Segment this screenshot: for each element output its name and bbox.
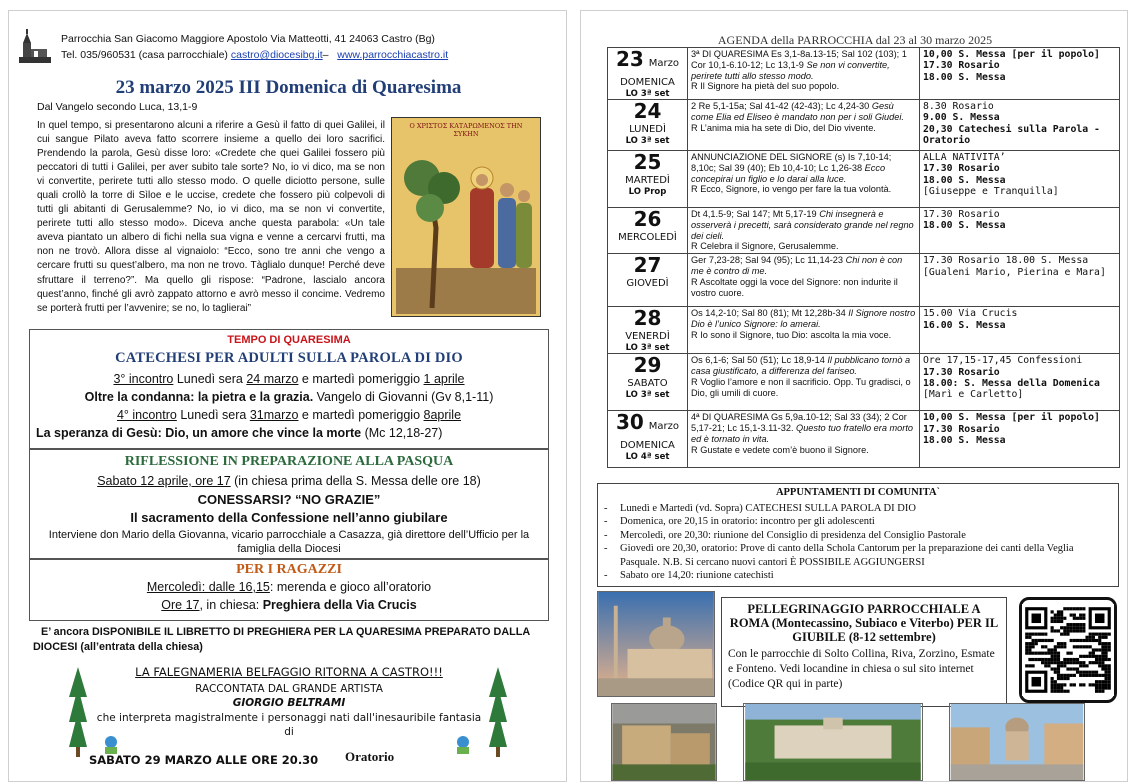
agenda-liturgy-set: LO 3ª set	[625, 390, 670, 401]
agenda-day-date	[608, 151, 687, 173]
icon-caption: Ο ΧΡΙΣΤΟΣ ΚΑΤΑΡΩΜΕΝΟΣ ΤΗΝ ΣΥΚΗΝ	[409, 122, 523, 138]
christ-fig-tree-illustration	[392, 118, 540, 316]
show-place: Oratorio	[345, 749, 395, 764]
agenda-day-number: 25	[633, 150, 662, 174]
fig-tree-icon-painting	[391, 117, 541, 317]
agenda-celebration-line: 18.00 S. Messa	[923, 435, 1006, 446]
show-description: che interpreta magistralmente i personaggi nati dall'inesauribile fantasia di	[96, 712, 482, 738]
agenda-celebration-line: 8.30 Rosario	[923, 101, 994, 112]
gospel-reference: Dal Vangelo secondo Luca, 13,1-9	[37, 101, 198, 113]
agenda-day-date	[608, 354, 687, 376]
agenda-celebration-line: [Giuseppe e Tranquilla]	[923, 186, 1059, 198]
agenda-celebration-line: 18.00: S. Messa della Domenica	[923, 378, 1100, 389]
agenda-readings: Os 14,2-10; Sal 80 (81); Mt 12,28b-34	[691, 308, 849, 319]
libretto-notice: E’ ancora DISPONIBILE IL LIBRETTO DI PREGHIERA PER LA QUARESIMA PREPARATO DALLA DIOCESI (all’entrata della chiesa)	[33, 626, 530, 653]
agenda-day-number: 23	[615, 47, 644, 71]
ragazzi-l2-time: Ore 17	[161, 598, 200, 612]
agenda-day-number: 29	[633, 353, 662, 378]
agenda-celebration-line: 18.00 S. Messa	[923, 174, 1006, 186]
ragazzi-line-2	[30, 598, 548, 612]
agenda-celebration-line: ALLA NATIVITA’	[923, 152, 1006, 163]
page-title: 23 marzo 2025 III Domenica di Quaresima	[115, 77, 462, 98]
agenda-day-number: 24	[633, 99, 662, 123]
agenda-row	[608, 151, 1120, 208]
agenda-day-cell	[608, 354, 688, 411]
pasqua-subtitle: Il sacramento della Confessione nell’anno giubilare	[130, 510, 448, 525]
parish-email-link[interactable]: castro@diocesibg.it	[230, 49, 323, 61]
agenda-readings: ANNUNCIAZIONE DEL SIGNORE (s) Is 7,10-14; 8,10c; Sal 39 (40); Eb 10,4-10; Lc 1,26-38	[691, 152, 892, 173]
agenda-antiphon: Questo tuo fratello era morto ed è tornato in vita.	[691, 422, 913, 444]
agenda-day-cell	[608, 100, 688, 151]
agenda-weekday: VENERDÌ	[625, 331, 670, 343]
agenda-celebration-line: [Gualeni Mario, Pierina e Mara]	[923, 266, 1106, 278]
pellegrinaggio-box	[721, 597, 1007, 707]
agenda-day-date	[608, 208, 687, 230]
incontro-3-title: Oltre la condanna: la pietra e la grazia.	[84, 390, 314, 404]
agenda-readings: 3ª DI QUARESIMA Es 3,1-8a.13-15; Sal 102 (103); 1 Cor 10,1-6.10-12; Lc 13,1-9	[691, 49, 907, 70]
pasqua-speaker: Interviene don Mario della Giovanna, vicario parrocchiale a Casazza, già direttore dell’Ufficio per la famiglia della Diocesi	[48, 529, 530, 555]
agenda-antiphon: Chi non è con me è contro di me.	[691, 255, 903, 276]
pasqua-question: CONESSARSI? “NO GRAZIE”	[197, 492, 381, 507]
agenda-celebration-line: Ore 17,15-17,45 Confessioni	[923, 355, 1083, 367]
agenda-row	[608, 208, 1120, 254]
pasqua-date	[30, 474, 548, 488]
agenda-readings: Dt 4,1.5-9; Sal 147; Mt 5,17-19	[691, 209, 820, 219]
pasqua-reflection-box	[29, 449, 549, 559]
agenda-day-cell	[608, 307, 688, 354]
pellegrinaggio-text: Con le parrocchie di Solto Collina, Riva, Zorzino, Esmate e Fonteno. Vedi locandine in chiesa o sul sito internet (Codice QR qui in parte)	[728, 648, 995, 690]
incontro-3-ref: Vangelo di Giovanni (Gv 8,1-11)	[313, 390, 494, 404]
agenda-day-date	[608, 48, 687, 75]
incontro-4-day: Lunedì sera	[176, 408, 250, 422]
agenda-antiphon: Il Signore nostro Dio è l’unico Signore: lo amerai.	[691, 308, 916, 329]
agenda-weekday: MERCOLEDÌ	[618, 232, 677, 243]
show-artist: GIORGIO BELTRAMI	[232, 697, 346, 709]
agenda-celebration-line: 18.00 S. Messa	[923, 220, 1006, 232]
incontro-4-date1: 31marzo	[249, 408, 299, 422]
agenda-celebrations-cell	[920, 411, 1120, 468]
agenda-readings: 2 Re 5,1-15a; Sal 41-42 (42-43); Lc 4,24-30	[691, 101, 872, 111]
agenda-celebrations-cell	[920, 254, 1120, 307]
incontro-4-title: La speranza di Gesù: Dio, un amore che vince la morte	[36, 426, 362, 440]
incontro-3-day: Lunedì sera	[173, 372, 247, 386]
agenda-antiphon: Se non vi convertite, perirete tutti allo stesso modo.	[691, 59, 890, 81]
incontro-3-schedule	[30, 372, 548, 386]
show-date: SABATO 29 MARZO ALLE ORE 20.30	[89, 753, 319, 767]
piazza-navona-photo	[949, 703, 1085, 781]
agenda-month: Marzo	[648, 421, 680, 433]
agenda-month: Marzo	[648, 58, 680, 69]
agenda-day-cell	[608, 411, 688, 468]
agenda-day-number: 27	[633, 253, 662, 278]
ragazzi-l2-where: , in chiesa:	[199, 598, 263, 612]
incontro-4-topic	[36, 426, 546, 440]
show-headline: LA FALEGNAMERIA BELFAGGIO RITORNA A CASTRO!!!	[135, 665, 443, 679]
agenda-day-number: 28	[633, 306, 662, 331]
ragazzi-l1-time: Mercoledì: dalle 16,15	[146, 580, 270, 594]
parish-website-link[interactable]: www.parrocchiacastro.it	[337, 49, 449, 61]
catechesi-title: CATECHESI PER ADULTI SULLA PAROLA DI DIO	[115, 350, 463, 366]
agenda-weekday: LUNEDÌ	[629, 124, 666, 135]
agenda-readings-cell	[688, 151, 920, 208]
header-separator: –	[322, 49, 329, 61]
agenda-celebration-line: 18.00 S. Messa	[923, 71, 1006, 83]
ragazzi-title: PER I RAGAZZI	[236, 562, 342, 577]
agenda-celebration-line: 17.30 Rosario	[923, 60, 1000, 72]
agenda-celebration-line: 9.00 S. Messa	[923, 112, 1000, 124]
agenda-readings-cell	[688, 411, 920, 468]
agenda-celebrations-cell	[920, 354, 1120, 411]
toy-figure-icon	[451, 735, 475, 755]
appuntamento-item: - Giovedì ore 20,30, oratorio: Prove di canto della Schola Cantorum per la preparazione dei canti della Veglia Pasquale. N.B. Si cercano nuovi cantori È POSSIBILE AGGIUNGERSI	[604, 542, 1112, 569]
agenda-row	[608, 254, 1120, 307]
agenda-celebration-line: 10,00 S. Messa [per il popolo]	[923, 49, 1100, 60]
agenda-readings: 4ª DI QUARESIMA Gs 5,9a.10-12; Sal 33 (34); 2 Cor 5,17-21; Lc 15,1-3.11-32.	[691, 412, 907, 433]
incontro-4-schedule	[30, 408, 548, 422]
agenda-psalm-response: R Celebra il Signore, Gerusalemme.	[691, 241, 839, 252]
agenda-day-date	[608, 411, 687, 438]
agenda-celebrations-cell	[920, 48, 1120, 100]
agenda-readings: Os 6,1-6; Sal 50 (51); Lc 18,9-14	[691, 355, 828, 366]
lent-catechesi-box	[29, 329, 549, 449]
agenda-row	[608, 100, 1120, 151]
agenda-liturgy-set: LO 3ª set	[625, 136, 670, 146]
agenda-day-cell	[608, 254, 688, 307]
qr-code[interactable]	[1019, 597, 1117, 703]
agenda-celebration-line: 10,00 S. Messa [per il popolo]	[923, 412, 1100, 424]
agenda-readings-cell	[688, 100, 920, 151]
agenda-row	[608, 354, 1120, 411]
agenda-celebration-line: 20,30 Catechesi sulla Parola -Oratorio	[923, 123, 1100, 147]
agenda-day-cell	[608, 48, 688, 100]
bulletin-right-page	[580, 10, 1128, 782]
toy-figure-icon	[99, 735, 123, 755]
agenda-readings-cell	[688, 208, 920, 254]
agenda-celebration-line: 17.30 Rosario	[923, 163, 1000, 175]
agenda-celebration-line: 17.30 Rosario	[923, 423, 1000, 435]
agenda-celebrations-cell	[920, 208, 1120, 254]
parish-header	[61, 31, 448, 63]
appuntamenti-box	[597, 483, 1119, 587]
agenda-row	[608, 48, 1120, 100]
agenda-readings-cell	[688, 307, 920, 354]
agenda-weekday: DOMENICA	[620, 77, 675, 88]
agenda-table	[607, 47, 1120, 468]
appuntamenti-title: APPUNTAMENTI DI COMUNITA`	[775, 487, 941, 498]
agenda-weekday: GIOVEDÌ	[626, 278, 669, 290]
agenda-psalm-response: R Io sono il Signore, tuo Dio: ascolta la mia voce.	[691, 329, 892, 340]
parish-address: Parrocchia San Giacomo Maggiore Apostolo Via Matteotti, 41 24063 Castro (Bg)	[61, 33, 435, 45]
pasqua-title: RIFLESSIONE IN PREPARAZIONE ALLA PASQUA	[124, 454, 454, 469]
agenda-weekday: DOMENICA	[620, 440, 675, 452]
agenda-psalm-response: R Ascoltate oggi la voce del Signore: non indurite il vostro cuore.	[691, 276, 898, 298]
bulletin-left-page	[8, 10, 567, 782]
agenda-weekday: SABATO	[627, 378, 668, 390]
agenda-liturgy-set: LO Prop	[628, 187, 667, 197]
agenda-weekday: MARTEDÌ	[625, 175, 670, 186]
incontro-4-date2: 8aprile	[423, 408, 462, 422]
appuntamenti-list	[604, 502, 1112, 583]
agenda-day-cell	[608, 151, 688, 208]
incontro-3-date1: 24 marzo	[246, 372, 299, 386]
incontro-4-label: 4° incontro	[116, 408, 177, 422]
agenda-day-date	[608, 100, 687, 122]
agenda-antiphon: Ecco concepirai un figlio e lo darai alla luce.	[691, 162, 886, 184]
ragazzi-line-1	[30, 580, 548, 594]
subiaco-monastery-photo	[611, 703, 717, 781]
agenda-day-cell	[608, 208, 688, 254]
agenda-celebration-line: [Marì e Carletto]	[923, 389, 1024, 401]
incontro-3-date2: 1 aprile	[423, 372, 465, 386]
agenda-celebrations-cell	[920, 307, 1120, 354]
gospel-text: In quel tempo, si presentarono alcuni a riferire a Gesù il fatto di quei Galilei, il cui sangue Pilato aveva fatto scorrere insieme a quello dei loro sacrifici. Prendendo la parola, Gesù disse loro: «Credete che quei Galilei fossero più peccatori di tutti i Galilei, per aver subito tale sorte? No, io vi dico, ma se non vi convertite, perirete tutti allo stesso modo. O quelle diciotto persone, sulle quali crollò la torre di Sìloe e le uccise, credete che fossero più colpevoli di tutti gli abitanti di Gerusalemme? No, io vi dico, ma se non vi convertite, perirete tutti allo stesso modo». Diceva anche questa parabola: «Un tale aveva piantato un albero di fichi nella sua vigna e venne a cercarvi frutti, ma non ne trovò. Allora disse al vignaiolo: “Ecco, sono tre anni che vengo a cercare frutti su quest’albero, ma non ne trovo. Tàglialo dunque! Perché deve sfruttare il terreno?”. Ma quello gli rispose: “Padrone, lascialo ancora quest’anno, finché gli avrò zappato attorno e avrò messo il concime. Vedremo se porterà frutti per l’avvenire; se no, lo taglierai”	[37, 120, 385, 314]
agenda-day-number: 30	[615, 410, 644, 435]
agenda-psalm-response: R Il Signore ha pietà del suo popolo.	[691, 81, 840, 92]
appuntamento-item: - Lunedì e Martedì (vd. Sopra) CATECHESI SULLA PAROLA DI DIO	[604, 502, 1112, 516]
agenda-antiphon: Chi insegnerà e osserverà i precetti, sarà considerato grande nel regno dei cieli.	[691, 209, 914, 241]
agenda-liturgy-set: LO 4ª set	[625, 452, 670, 463]
agenda-psalm-response: R L’anima mia ha sete di Dio, del Dio vivente.	[691, 122, 876, 133]
agenda-antiphon: Gesù come Elia ed Eliseo è mandato non per i soli Giudei.	[691, 101, 904, 122]
show-poster	[69, 661, 509, 769]
agenda-row	[608, 307, 1120, 354]
pine-tree-icon	[489, 667, 507, 757]
agenda-celebration-line: 16.00 S. Messa	[923, 319, 1006, 331]
ragazzi-l2-event: Preghiera della Via Crucis	[262, 598, 417, 612]
pasqua-date-main: Sabato 12 aprile, ore 17	[97, 474, 231, 488]
agenda-psalm-response: R Gustate e vedete com’è buono il Signore.	[691, 444, 869, 455]
parish-phone: Tel. 035/960531 (casa parrocchiale)	[61, 49, 228, 61]
agenda-celebrations-cell	[920, 151, 1120, 208]
qr-code-icon	[1022, 604, 1114, 696]
incontro-3-label: 3° incontro	[113, 372, 174, 386]
pellegrinaggio-title: PELLEGRINAGGIO PARROCCHIALE A ROMA (Montecassino, Subiaco e Viterbo) PER IL GIUBILE (8-12 settembre)	[729, 602, 999, 644]
pine-tree-icon	[69, 667, 87, 757]
agenda-antiphon: Il pubblicano tornò a casa giustificato, a differenza del fariseo.	[691, 355, 911, 376]
incontro-4-day2: e martedì pomeriggio	[298, 408, 424, 422]
agenda-row	[608, 411, 1120, 468]
agenda-liturgy-set: LO 3ª set	[625, 89, 670, 99]
incontro-3-topic	[30, 390, 548, 404]
agenda-day-number: 26	[633, 207, 662, 231]
lent-heading: TEMPO DI QUARESIMA	[227, 334, 351, 346]
agenda-day-date	[608, 307, 687, 329]
agenda-psalm-response: R Ecco, Signore, io vengo per fare la tua volontà.	[691, 184, 892, 195]
agenda-readings-cell	[688, 48, 920, 100]
agenda-readings-cell	[688, 354, 920, 411]
appuntamento-item: - Sabato ore 14,20: riunione catechisti	[604, 569, 1112, 583]
montecassino-abbey-photo	[743, 703, 923, 781]
church-logo-icon	[17, 29, 53, 67]
agenda-celebration-line: 17.30 Rosario 18.00 S. Messa	[923, 255, 1089, 267]
appuntamento-item: - Domenica, ore 20,15 in oratorio: incontro per gli adolescenti	[604, 515, 1112, 529]
ragazzi-box	[29, 559, 549, 621]
incontro-4-ref: (Mc 12,18-27)	[361, 426, 443, 440]
agenda-celebration-line: 15.00 Via Crucis	[923, 308, 1018, 320]
show-narrator-line: RACCONTATA DAL GRANDE ARTISTA	[195, 683, 383, 695]
agenda-day-date	[608, 254, 687, 276]
agenda-psalm-response: R Voglio l’amore e non il sacrificio. Opp. Tu gradisci, o Dio, gli umili di cuore.	[691, 376, 911, 398]
appuntamento-item: - Mercoledì, ore 20,30: riunione del Consiglio di presidenza del Consiglio Pastorale	[604, 529, 1112, 543]
agenda-readings-cell	[688, 254, 920, 307]
ragazzi-l1-desc: : merenda e gioco all’oratorio	[269, 580, 432, 594]
agenda-readings: Ger 7,23-28; Sal 94 (95); Lc 11,14-23	[691, 255, 846, 266]
incontro-3-day2: e martedì pomeriggio	[298, 372, 424, 386]
st-peter-basilica-photo	[597, 591, 715, 697]
agenda-title: AGENDA della PARROCCHIA dal 23 al 30 marzo 2025	[717, 33, 993, 47]
agenda-liturgy-set: LO 3ª set	[625, 343, 670, 354]
agenda-celebration-line: 17.30 Rosario	[923, 366, 1000, 378]
pasqua-date-note: (in chiesa prima della S. Messa delle ore 18)	[230, 474, 481, 488]
agenda-celebration-line: 17.30 Rosario	[923, 209, 1000, 220]
agenda-celebrations-cell	[920, 100, 1120, 151]
